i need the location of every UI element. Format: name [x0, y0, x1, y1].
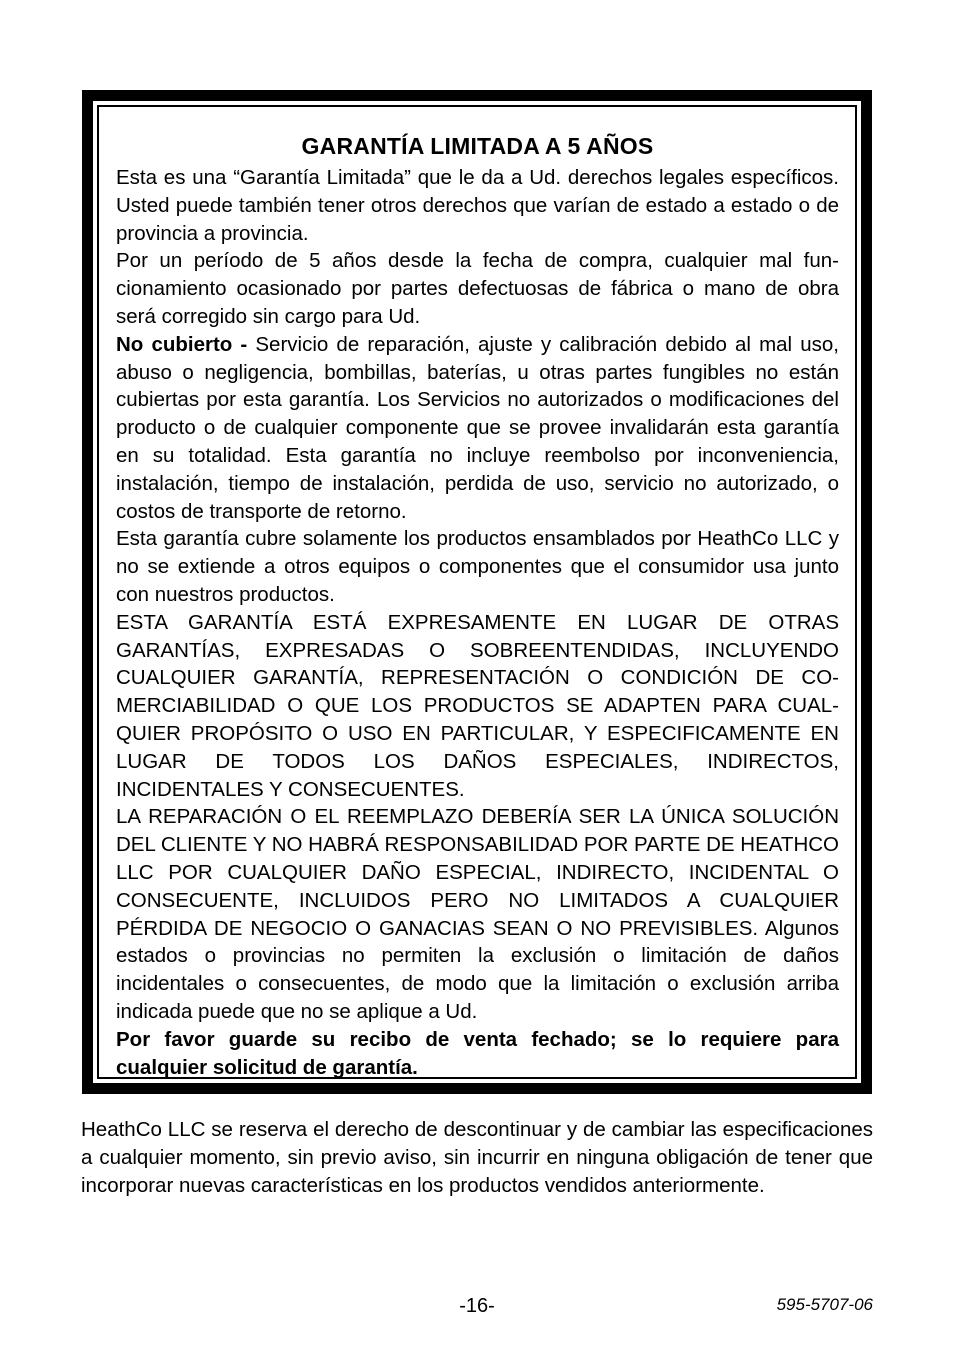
warranty-box [82, 90, 872, 1094]
page-number: -16- [459, 1295, 495, 1317]
warranty-inner-frame [97, 105, 857, 1079]
warranty-disclaimer-paragraph: ESTA GARANTÍA ESTÁ EXPRESAMENTE EN LUGAR DE OTRAS GARANTÍAS, EXPRESADAS O SOBREENTENDIDAS, INCLUYENDO CUALQUIER GARANTÍA, REPRESENTACIÓN O CONDICIÓN DE COMERCIABILIDAD O QUE LOS PRODUCTOS SE ADAPTEN PARA CUALQUIER PROPÓSITO O USO EN PARTICULAR, Y ESPECIFICAMENTE EN LUGAR DE TODOS LOS DAÑOS ESPECIALES, INDIRECTOS, INCIDENTALES Y CONSECUENTES. [116, 610, 839, 801]
warranty-title: GARANTÍA LIMITADA A 5 AÑOS [301, 133, 654, 159]
warranty-scope-paragraph: Esta garantía cubre solamente los productos ensamblados por HeathCo LLC y no se extiende a otros equipos o componentes que el consumidor usa junto con nuestros productos. [116, 527, 839, 606]
warranty-liability-paragraph: LA REPARACIÓN O EL REEMPLAZO DEBERÍA SER LA ÚNICA SOLUCIÓN DEL CLIENTE Y NO HABRÁ RESPONSABILIDAD POR PARTE DE HEATHCO LLC POR CUALQUIER DAÑO ESPECIAL, INDIRECTO, INCIDENTAL O CONSECUENTE, INCLUIDOS PERO NO LIMITADOS A CUALQUIER PÉRDIDA DE NEGOCIO O GANACIAS SEAN O NO PREVISIBLES. Algunos estados o provincias no permiten la exclusión o limitación de daños incidentales o consecuentes, de modo que la limitación o exclusión arriba indicada puede que no se aplique a Ud. [116, 805, 839, 1023]
warranty-not-covered-paragraph [116, 331, 839, 526]
warranty-receipt-notice: Por favor guarde su recibo de venta fechado; se lo requiere para cualquier solicitud de garantía. [116, 1027, 839, 1079]
warranty-body [116, 164, 839, 1081]
specifications-notice: HeathCo LLC se reserva el derecho de descontinuar y de cambiar las especificaciones a cualquier momento, sin previo aviso, sin incurrir en ninguna obligación de tener que incorporar nuevas características en los productos vendidos anteriormente. [81, 1118, 873, 1197]
not-covered-label: No cubierto - [116, 332, 248, 356]
warranty-intro-paragraph: Esta es una “Garantía Limitada” que le da a Ud. derechos legales específicos. Usted puede también tener otros derechos que varían de estado a estado o de provincia a provincia. [116, 166, 839, 245]
warranty-coverage-paragraph: Por un período de 5 años desde la fecha de compra, cualquier mal funcionamiento ocasionado por partes defectuosas de fábrica o mano de obra será corregido sin cargo para Ud. [116, 249, 839, 328]
not-covered-text: Servicio de reparación, ajuste y calibración debido al mal uso, abuso o negligencia, bombillas, baterías, u otras partes fungibles no están cubiertas por esta garantía. Los Servicios no autorizados o modificaciones del producto o de cualquier componente que se provee invalidarán esta garantía en su totalidad. Esta garantía no incluye reembolso por inconveniencia, instalación, tiempo de instalación, perdida de uso, servicio no autorizado, o costos de transporte de retorno. [116, 332, 839, 523]
document-code: 595-5707-06 [776, 1295, 873, 1314]
